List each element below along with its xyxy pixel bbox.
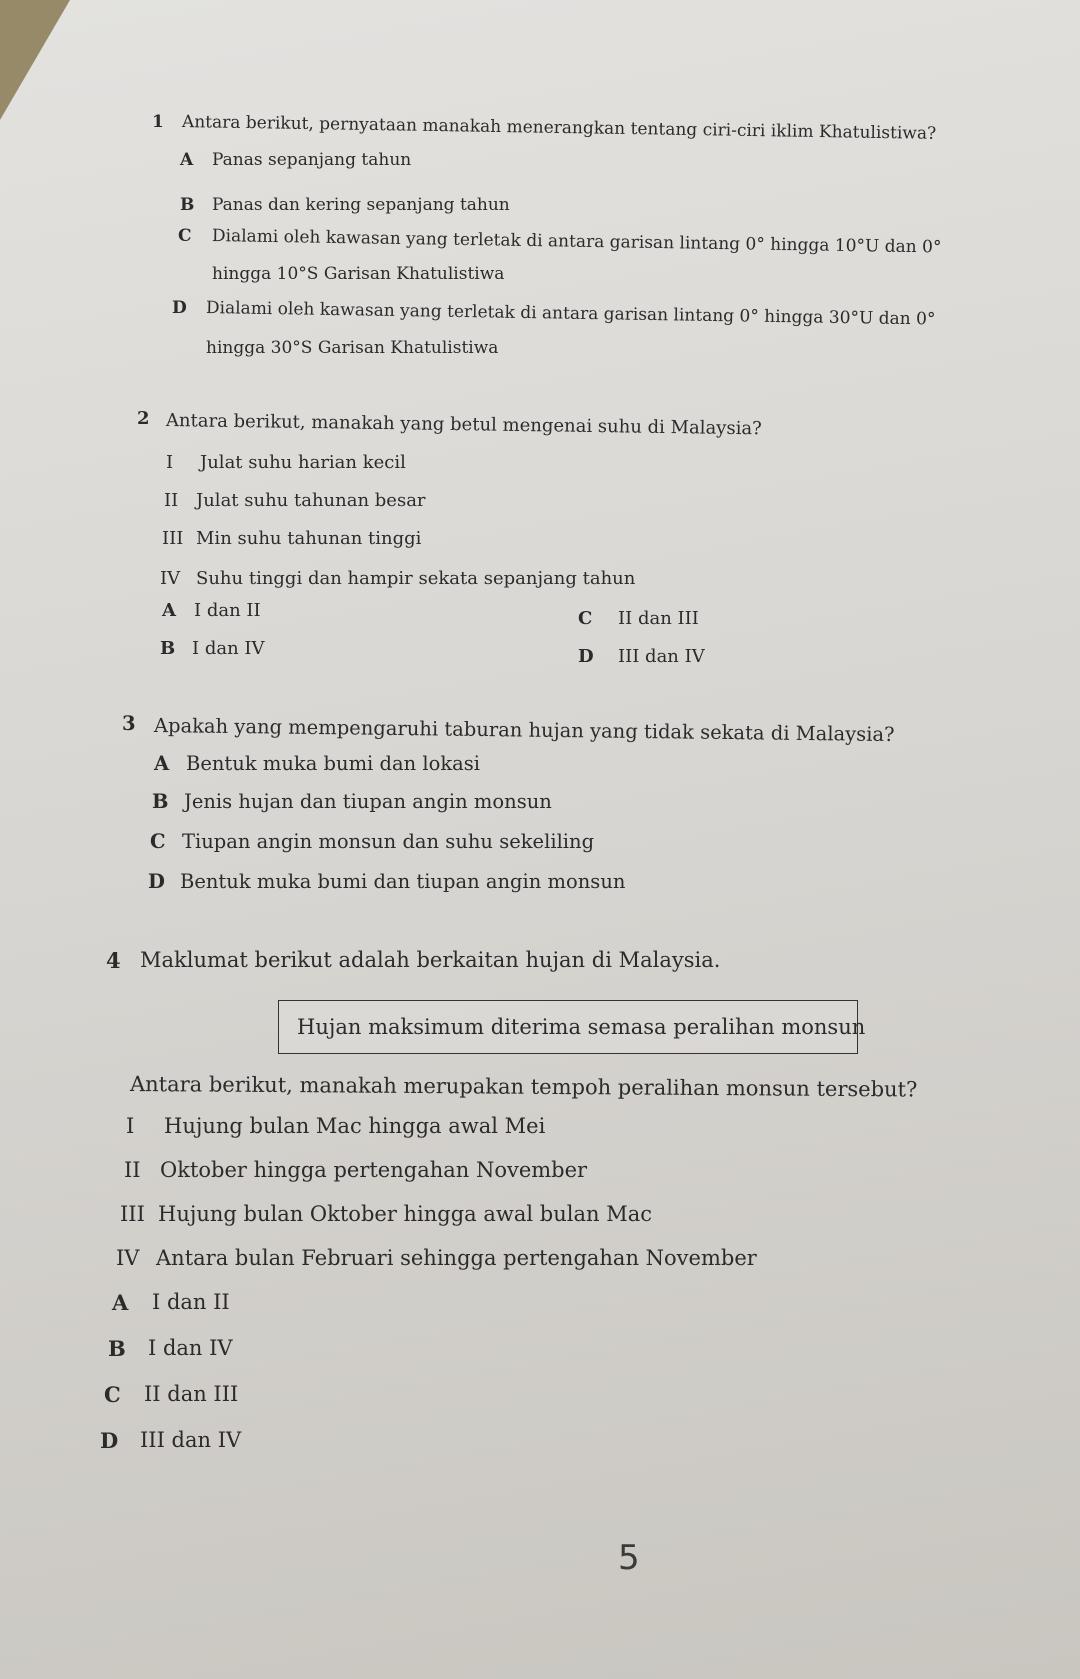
option-text: I dan II (152, 1290, 230, 1314)
statement-roman: III (120, 1202, 145, 1226)
info-box: Hujan maksimum diterima semasa peralihan monsun (278, 1000, 858, 1054)
statement-text: Antara bulan Februari sehingga pertengahan November (156, 1246, 757, 1270)
option-text: Jenis hujan dan tiupan angin monsun (184, 790, 552, 813)
question-text: Antara berikut, manakah merupakan tempoh peralihan monsun tersebut? (129, 1072, 918, 1102)
question-stem: Antara berikut, manakah yang betul mengenai suhu di Malaysia? (165, 410, 762, 440)
statement-roman: IV (160, 568, 181, 589)
statement-roman: II (124, 1158, 141, 1182)
option-letter: B (160, 638, 176, 659)
statement-roman: IV (116, 1246, 140, 1270)
option-letter: C (150, 830, 166, 853)
question-stem: Maklumat berikut adalah berkaitan hujan di Malaysia. (140, 948, 721, 972)
option-letter: C (578, 608, 593, 629)
option-text-line2: hingga 30°S Garisan Khatulistiwa (206, 338, 499, 358)
statement-roman: I (166, 452, 174, 473)
option-text: Dialami oleh kawasan yang terletak di antara garisan lintang 0° hingga 30°U dan 0° (205, 298, 936, 330)
statement-roman: I (126, 1114, 135, 1138)
option-text: Bentuk muka bumi dan tiupan angin monsun (180, 870, 626, 893)
statement-text: Oktober hingga pertengahan November (160, 1158, 588, 1182)
option-letter: D (148, 870, 165, 893)
question-number: 1 (152, 112, 164, 132)
statement-text: Hujung bulan Mac hingga awal Mei (164, 1114, 546, 1138)
option-letter: A (112, 1290, 129, 1315)
statement-roman: III (162, 528, 184, 549)
question-number: 4 (106, 948, 121, 973)
statement-text: Suhu tinggi dan hampir sekata sepanjang tahun (196, 568, 636, 589)
statement-text: Julat suhu tahunan besar (196, 490, 426, 511)
option-letter: B (152, 790, 169, 813)
option-text: II dan III (618, 608, 699, 629)
option-text: Bentuk muka bumi dan lokasi (186, 752, 481, 775)
option-letter: D (172, 298, 187, 318)
option-text: II dan III (144, 1382, 239, 1406)
option-text: I dan II (194, 600, 261, 621)
option-letter: B (108, 1336, 126, 1361)
background-corner (0, 0, 70, 120)
option-text: Dialami oleh kawasan yang terletak di antara garisan lintang 0° hingga 10°U dan 0° (211, 226, 942, 258)
option-text: Panas dan kering sepanjang tahun (212, 195, 510, 215)
statement-text: Julat suhu harian kecil (200, 452, 406, 473)
option-letter: A (180, 150, 194, 170)
option-text: III dan IV (140, 1428, 242, 1452)
option-letter: D (578, 646, 594, 667)
option-text-line2: hingga 10°S Garisan Khatulistiwa (212, 264, 505, 284)
option-letter: C (178, 226, 192, 246)
statement-text: Min suhu tahunan tinggi (196, 528, 422, 549)
statement-text: Hujung bulan Oktober hingga awal bulan Mac (158, 1202, 652, 1226)
question-number: 3 (122, 712, 136, 735)
option-text: Panas sepanjang tahun (212, 150, 412, 170)
question-stem: Apakah yang mempengaruhi taburan hujan yang tidak sekata di Malaysia? (153, 714, 895, 747)
option-letter: D (100, 1428, 119, 1453)
option-text: III dan IV (618, 646, 705, 667)
question-stem: Antara berikut, pernyataan manakah menerangkan tentang ciri-ciri iklim Khatulistiwa? (181, 112, 937, 144)
option-letter: A (162, 600, 176, 621)
question-number: 2 (137, 408, 150, 429)
option-letter: C (104, 1382, 121, 1407)
option-letter: B (180, 195, 195, 215)
option-letter: A (154, 752, 170, 775)
page-number: 5 (618, 1538, 640, 1578)
statement-roman: II (164, 490, 179, 511)
option-text: Tiupan angin monsun dan suhu sekeliling (182, 830, 595, 853)
option-text: I dan IV (192, 638, 265, 659)
option-text: I dan IV (148, 1336, 233, 1360)
